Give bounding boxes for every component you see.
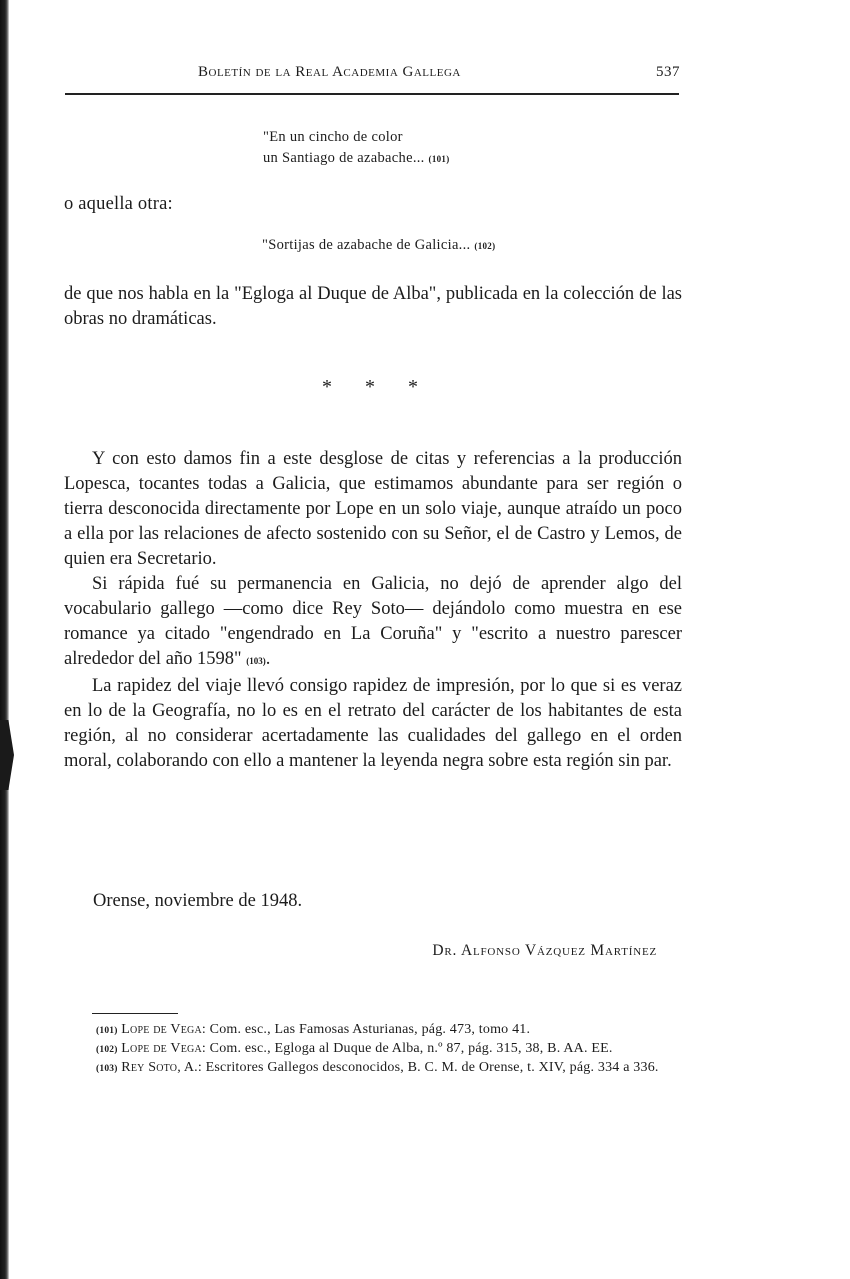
verse-quote-2 <box>262 235 495 257</box>
verse-line: "Sortijas de azabache de Galicia... <box>262 237 471 253</box>
header-rule <box>65 93 679 95</box>
footnote-ref: (103) <box>246 656 266 666</box>
footnotes <box>64 1021 682 1078</box>
journal-title: Boletín de la Real Academia Gallega <box>198 64 461 80</box>
date-line: Orense, noviembre de 1948. <box>93 891 303 911</box>
footnote: (102) Lope de Vega: Com. esc., Egloga al Duque de Alba, n.º 87, pág. 315, 38, B. AA. EE. <box>96 1041 613 1056</box>
author-signature: Dr. Alfonso Vázquez Martínez <box>432 942 657 959</box>
footnote: (101) Lope de Vega: Com. esc., Las Famosas Asturianas, pág. 473, tomo 41. <box>96 1022 531 1037</box>
page-number: 537 <box>656 64 680 80</box>
verse-quote-1 <box>263 127 450 170</box>
running-header <box>198 64 680 81</box>
paragraph: Y con esto damos fin a este desglose de citas y referencias a la producción Lopesca, tocantes todas a Galicia, que estimamos abundante para ser región o tierra desconocida directamente por Lope en un solo viaje, aunque atraído un poco a ella por las relaciones de afecto sostenido con su Señor, el de Castro y Lemos, de quien era Secretario. <box>64 449 682 569</box>
footnote-rule <box>92 1013 178 1014</box>
section-separator: * * * <box>322 376 432 398</box>
paragraph-block-1 <box>64 282 682 332</box>
footnote: (103) Rey Soto, A.: Escritores Gallegos desconocidos, B. C. M. de Orense, t. XIV, pág. 334 a 336. <box>96 1060 659 1075</box>
paragraph: Si rápida fué su permanencia en Galicia, no dejó de aprender algo del vocabulario gallego —como dice Rey Soto— dejándolo como muestra en ese romance ya citado "engendrado en La Coruña" y "escrito a nuestro parescer alrededor del año 1598" (103). <box>64 574 682 669</box>
paragraph-block-2 <box>64 447 682 774</box>
connecting-line: o aquella otra: <box>64 194 173 214</box>
paragraph: de que nos habla en la "Egloga al Duque de Alba", publicada en la colección de las obras no dramáticas. <box>64 284 682 329</box>
verse-line: "En un cincho de color <box>263 129 403 145</box>
footnote-ref: (102) <box>474 241 496 251</box>
verse-line: un Santiago de azabache... (101) <box>263 150 450 166</box>
paragraph: La rapidez del viaje llevó consigo rapidez de impresión, por lo que si es veraz en lo de la Geografía, no lo es en el retrato del carácter de los habitantes de esta región, al no considerar acertadamente las cualidades del gallego en el orden moral, colaborando con ello a mantener la leyenda negra sobre esta región sin par. <box>64 676 682 771</box>
footnote-ref: (101) <box>428 154 450 164</box>
